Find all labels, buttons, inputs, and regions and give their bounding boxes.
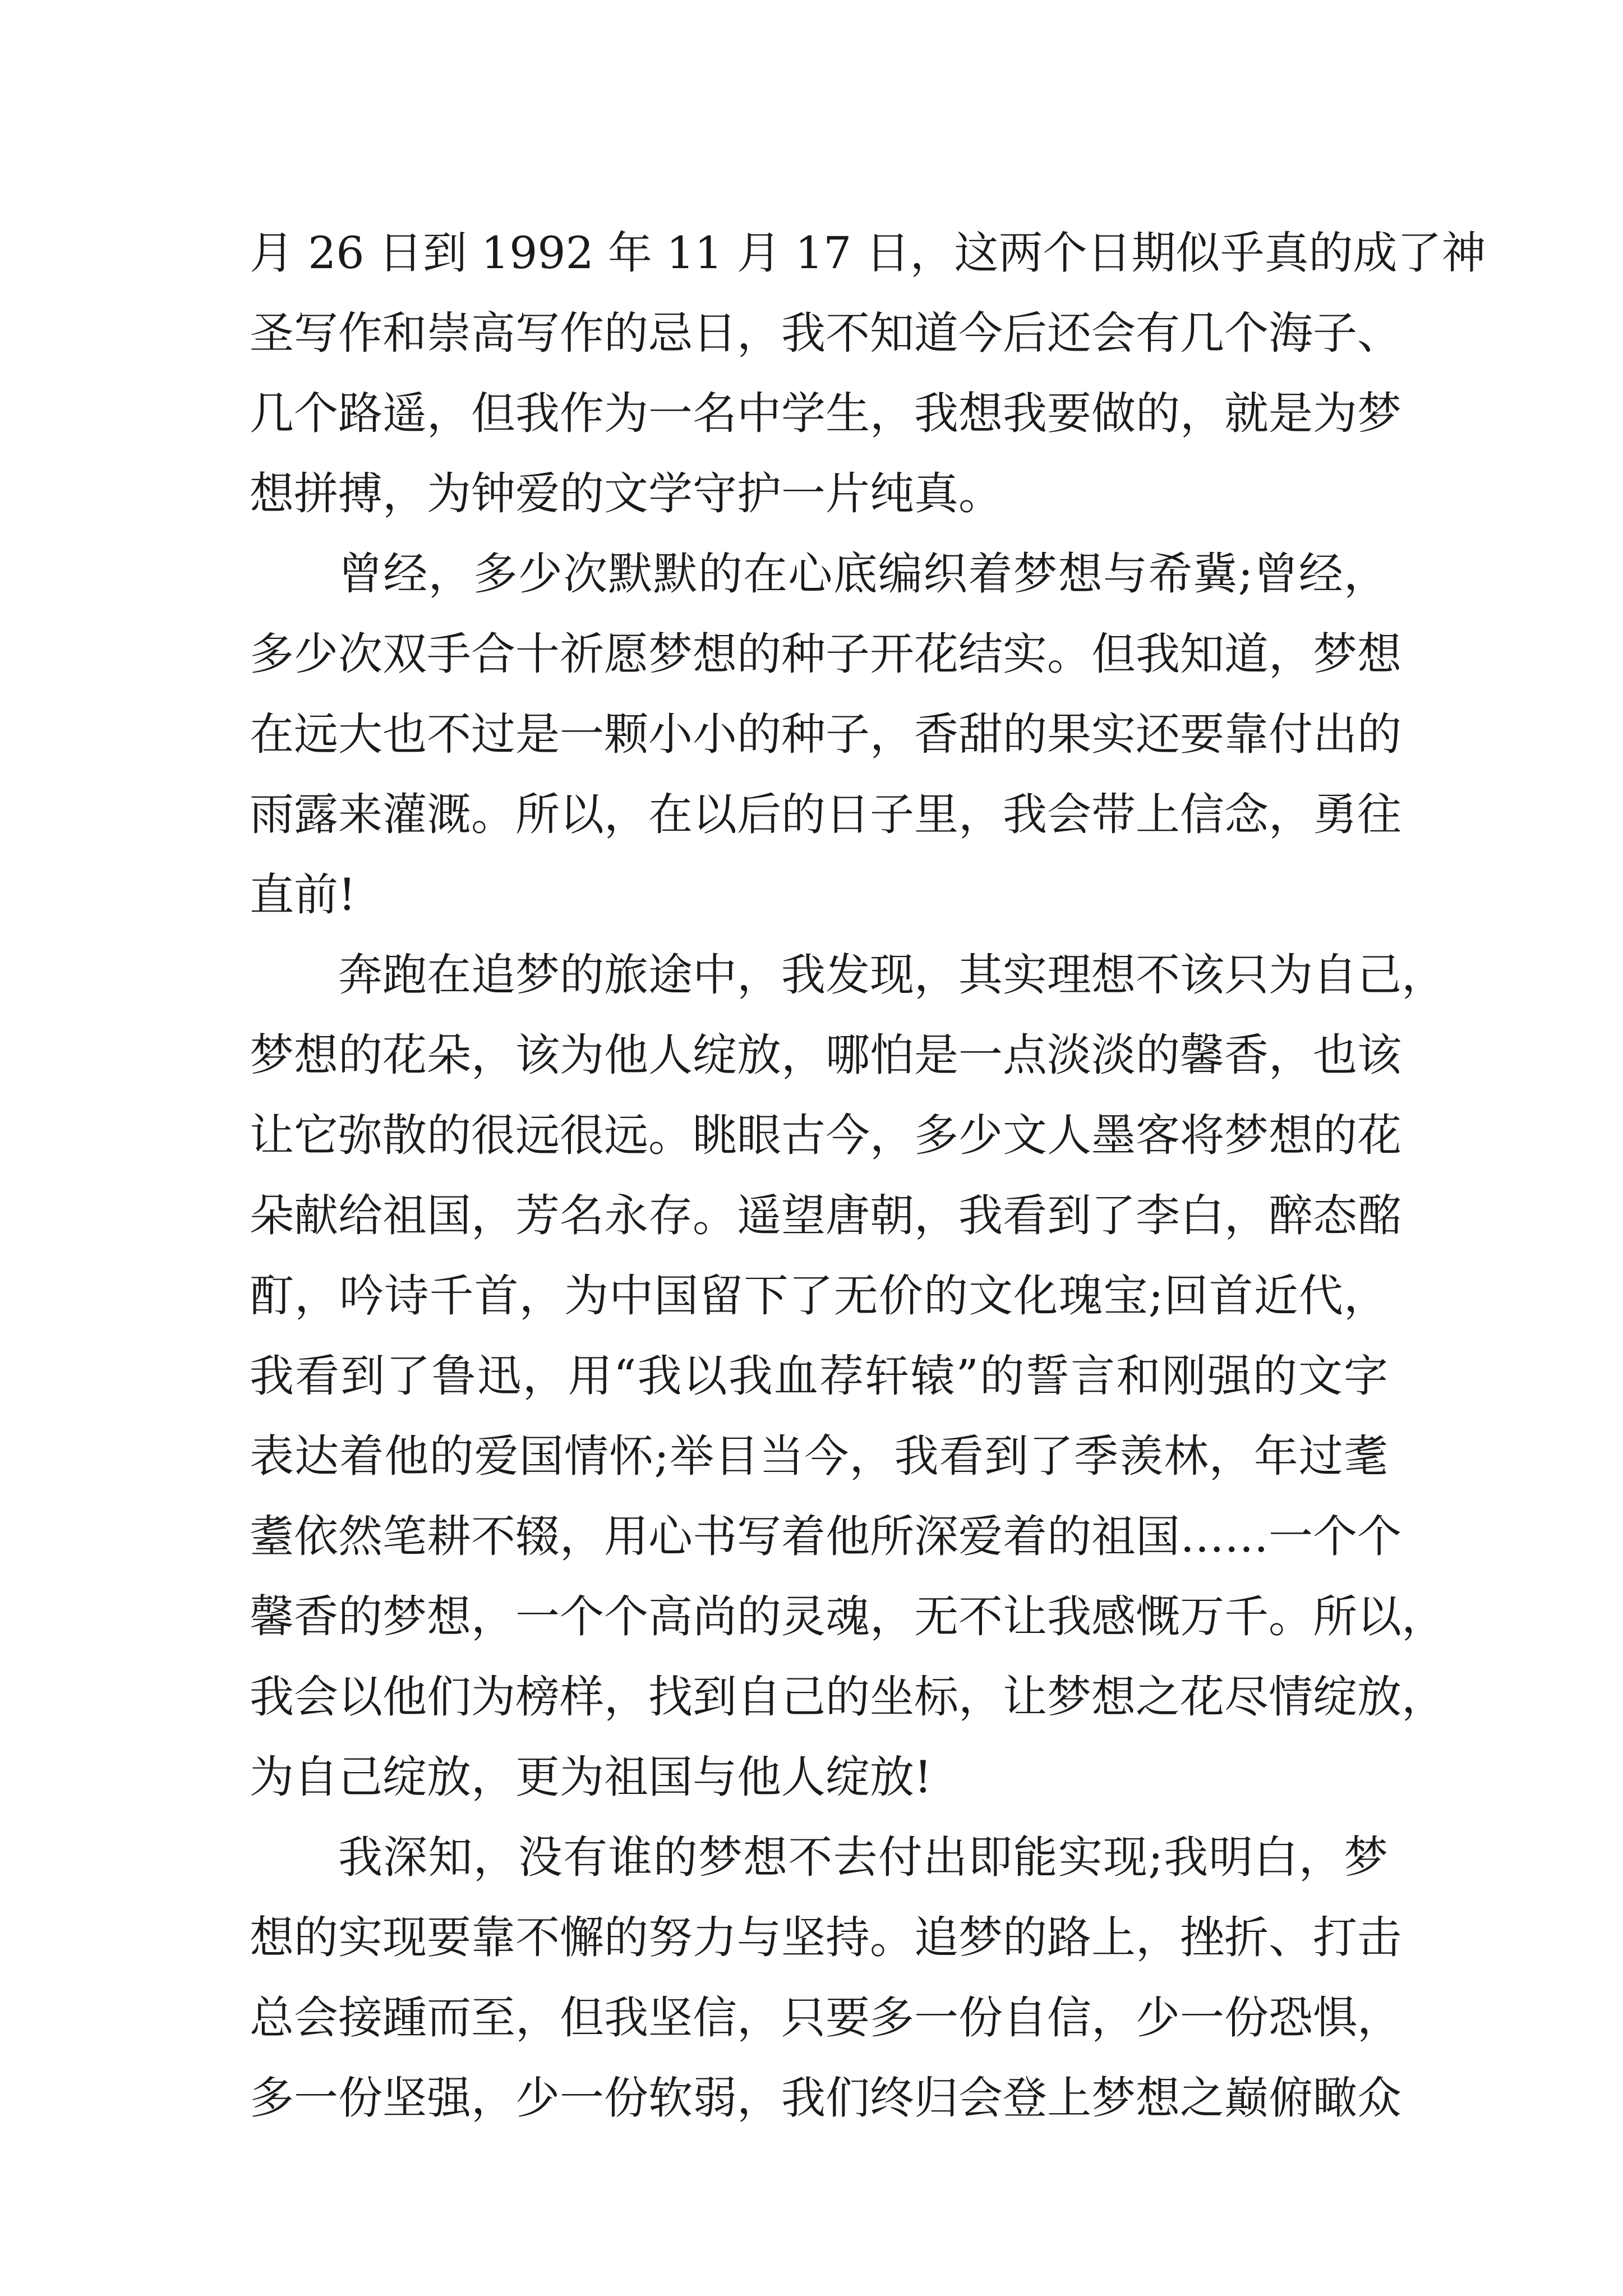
text-line: 想拼搏，为钟爱的文学守护一片纯真。 bbox=[250, 468, 1003, 519]
text-line: 表达着他的爱国情怀;举目当今，我看到了季羡林，年过耄 bbox=[250, 1430, 1388, 1482]
text-line: 总会接踵而至，但我坚信，只要多一份自信，少一份恐惧， bbox=[250, 1992, 1401, 2044]
text-line: 在远大也不过是一颗小小的种子，香甜的果实还要靠付出的 bbox=[250, 708, 1401, 760]
text-line: 多一份坚强，少一份软弱，我们终归会登上梦想之巅俯瞰众 bbox=[250, 2072, 1401, 2124]
text-line: 馨香的梦想，一个个高尚的灵魂，无不让我感慨万千。所以， bbox=[250, 1591, 1446, 1642]
text-line: 耋依然笔耕不辍，用心书写着他所深爱着的祖国……一个个 bbox=[250, 1511, 1401, 1562]
text-line: 曾经，多少次默默的在心底编织着梦想与希冀;曾经， bbox=[338, 548, 1388, 600]
text-line: 圣写作和崇高写作的忌日，我不知道今后还会有几个海子、 bbox=[250, 307, 1401, 359]
text-line: 让它弥散的很远很远。眺眼古今，多少文人墨客将梦想的花 bbox=[250, 1110, 1401, 1161]
text-line: 月 26 日到 1992 年 11 月 17 日，这两个日期似乎真的成了神 bbox=[250, 227, 1486, 279]
text-line: 多少次双手合十祈愿梦想的种子开花结实。但我知道，梦想 bbox=[250, 628, 1401, 680]
body-text bbox=[250, 213, 1486, 2138]
text-line: 梦想的花朵，该为他人绽放，哪怕是一点淡淡的馨香，也该 bbox=[250, 1029, 1401, 1081]
text-line: 我深知，没有谁的梦想不去付出即能实现;我明白，梦 bbox=[338, 1832, 1388, 1883]
text-line: 酊，吟诗千首，为中国留下了无价的文化瑰宝;回首近代， bbox=[250, 1270, 1388, 1322]
text-line: 我看到了鲁迅，用“我以我血荐轩辕”的誓言和刚强的文字 bbox=[250, 1350, 1388, 1402]
text-line: 几个路遥，但我作为一名中学生，我想我要做的，就是为梦 bbox=[250, 388, 1401, 439]
text-line: 雨露来灌溉。所以，在以后的日子里，我会带上信念，勇往 bbox=[250, 789, 1401, 840]
text-line: 朵献给祖国，芳名永存。遥望唐朝，我看到了李白，醉态酩 bbox=[250, 1190, 1401, 1241]
text-line: 为自己绽放，更为祖国与他人绽放! bbox=[250, 1751, 932, 1803]
text-line: 奔跑在追梦的旅途中，我发现，其实理想不该只为自己， bbox=[338, 949, 1446, 1001]
text-line: 直前! bbox=[250, 869, 356, 921]
text-line: 想的实现要靠不懈的努力与坚持。追梦的路上，挫折、打击 bbox=[250, 1912, 1401, 1963]
text-line: 我会以他们为榜样，找到自己的坐标，让梦想之花尽情绽放， bbox=[250, 1671, 1446, 1723]
